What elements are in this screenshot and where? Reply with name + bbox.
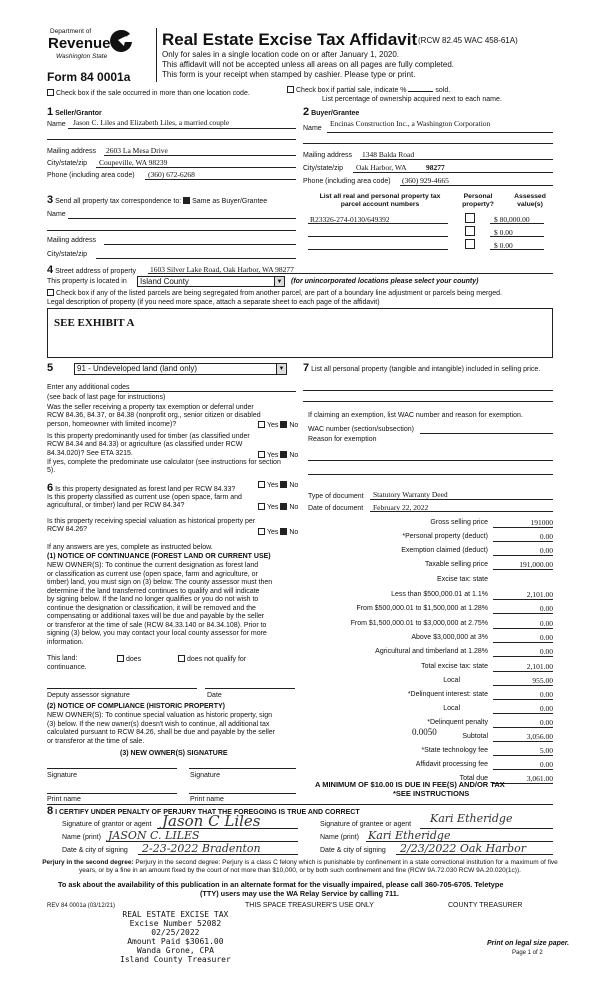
- codes-label: Enter any additional codes: [47, 384, 130, 391]
- sec6-q2: Is this property classified as current use (open space, farm and agricultural, or timber) land per RCW 84.34?: [47, 494, 242, 510]
- current-use-yes-no[interactable]: Yes No: [258, 503, 298, 512]
- tax-row-value[interactable]: 5.00: [493, 746, 553, 756]
- notice2-text: NEW OWNER(S): To continue special valuation as historic property, sign (3) below. If the new owner(s) doesn't wish to continue, all additional tax calculated pursuant to RCW 84.26, shall be due and payable by the seller or transferor at the time of sale.: [47, 712, 276, 745]
- dept-state: Washington State: [56, 53, 108, 60]
- perjury-text: Perjury in the second degree: Perjury in the second degree: Perjury is a class C felony which is punishable by confinement in a state correctional institution for a maximum of five years, or by a fine in an amount fixed by the court of not more than $10,000, or by both such confinement and fine (RCW 9A.72.030 RCW 9A.20.020(1c)).: [42, 859, 558, 874]
- legal-text: SEE EXHIBIT A: [54, 317, 135, 329]
- doc-type-label: Type of document: [308, 493, 364, 500]
- buyer-name-label: Name: [303, 125, 322, 132]
- treasurer-use: THIS SPACE TREASURER'S USE ONLY: [245, 902, 374, 909]
- dept-name: Revenue: [48, 35, 111, 52]
- tax-row-label: Above $3,000,000 at 3%: [411, 634, 488, 641]
- assessed-value[interactable]: $ 0.00: [494, 228, 513, 237]
- seller-phone[interactable]: (360) 672-6268: [148, 170, 195, 179]
- wac-label: WAC number (section/subsection): [308, 426, 414, 433]
- deputy-date-label: Date: [207, 692, 222, 699]
- timber-question: Is this property predominantly used for timber (as classified under RCW 84.34 and 84.33) or agriculture (as classified under RCW 84.34.020)? See ETA 3215.: [47, 433, 250, 457]
- forest-yes-no[interactable]: Yes No: [258, 481, 298, 490]
- yes-checkbox[interactable]: [258, 503, 265, 510]
- continuance-label: continuance.: [47, 664, 87, 671]
- legal-paper-note: Print on legal size paper.: [487, 940, 570, 947]
- buyer-phone[interactable]: (360) 929-4665: [402, 176, 449, 185]
- personal-col-header: Personal property?: [462, 193, 494, 209]
- yes-checkbox[interactable]: [258, 421, 265, 428]
- no-checkbox[interactable]: [280, 451, 287, 458]
- owner-print-label: Print name: [190, 796, 224, 803]
- property-street[interactable]: 1603 Silver Lake Road, Oak Harbor, WA 98277: [150, 265, 294, 274]
- notice1-heading: (1) NOTICE OF CONTINUANCE (FOREST LAND OR CURRENT USE): [47, 553, 271, 560]
- reason-label: Reason for exemption: [308, 436, 377, 443]
- checkbox[interactable]: [47, 289, 54, 296]
- chevron-down-icon[interactable]: ▼: [274, 277, 284, 286]
- tax-row-label: Exemption claimed (deduct): [401, 547, 488, 554]
- yes-checkbox[interactable]: [258, 451, 265, 458]
- tax-row-value[interactable]: 191,000.00: [493, 560, 553, 570]
- seller-phone-label: Phone (including area code): [47, 172, 135, 179]
- local-rate[interactable]: 0.0050: [412, 727, 437, 737]
- sec3-heading: 3 Send all property tax correspondence to: Same as Buyer/Grantee: [47, 194, 268, 206]
- tax-row-label: Total due: [459, 775, 488, 782]
- sec3-mailing-label: Mailing address: [47, 237, 97, 244]
- page-number: Page 1 of 2: [512, 950, 543, 956]
- grantee-name[interactable]: Kari Etheridge: [368, 829, 451, 842]
- seller-name-label: Name: [47, 121, 66, 128]
- checkbox[interactable]: [117, 655, 124, 662]
- assessed-value[interactable]: $ 0.00: [494, 241, 513, 250]
- seller-city-label: City/state/zip: [47, 160, 88, 167]
- tax-row-label: Affidavit processing fee: [415, 761, 488, 768]
- header-note2: This affidavit will not be accepted unless all areas on all pages are fully completed.: [162, 60, 455, 69]
- checkbox[interactable]: [178, 655, 185, 662]
- tax-row-label: Total excise tax: state: [421, 663, 488, 670]
- county-treasurer: COUNTY TREASURER: [448, 902, 523, 909]
- grantor-name-label: Name (print): [62, 834, 101, 841]
- no-checkbox[interactable]: [280, 503, 287, 510]
- minimum-note: A MINIMUM OF $10.00 IS DUE IN FEE(S) AND/OR TAX: [315, 780, 505, 789]
- located-note: (for unincorporated locations please select your county): [291, 278, 479, 285]
- county-select[interactable]: Island County ▼: [137, 276, 285, 287]
- doc-date[interactable]: February 22, 2022: [373, 503, 429, 512]
- tax-row-label: Excise tax: state: [437, 576, 488, 583]
- tax-row-label: Less than $500,000.01 at 1.1%: [391, 591, 488, 598]
- codes-note: (see back of last page for instructions): [47, 394, 166, 401]
- parcel-number[interactable]: R23326-274-0130/649392: [310, 215, 390, 224]
- timber-note: If yes, complete the predominate use calculator (see instructions for section 5).: [47, 459, 281, 475]
- notice3-heading: (3) NEW OWNER(S) SIGNATURE: [120, 750, 228, 757]
- checkbox[interactable]: [47, 89, 54, 96]
- no-checkbox[interactable]: [280, 481, 287, 488]
- personal-property-checkbox[interactable]: [465, 239, 475, 249]
- grantor-sig-label: Signature of grantor or agent: [62, 821, 152, 828]
- tax-row-value[interactable]: 191000: [493, 518, 553, 528]
- rcw-ref: (RCW 82.45 WAC 458-61A): [418, 36, 518, 45]
- tax-row-value[interactable]: 0.00: [493, 690, 553, 700]
- sec6-q1: 6 Is this property designated as forest land per RCW 84.33?: [47, 482, 236, 494]
- multi-location-label: Check box if the sale occurred in more than one location code.: [56, 90, 250, 97]
- tax-row-label: Local: [443, 705, 460, 712]
- seller-heading: 1 Seller/Grantor: [47, 106, 102, 118]
- rev-number: REV 84 0001a (03/12/21): [47, 903, 116, 909]
- partial-sale-label: Check box if partial sale, indicate %: [296, 87, 407, 94]
- buyer-city[interactable]: Oak Harbor, WA: [356, 163, 407, 172]
- tax-row-label: *State technology fee: [421, 747, 488, 754]
- tax-row-value[interactable]: 0.00: [493, 760, 553, 770]
- grantor-date-label: Date & city of signing: [62, 847, 128, 854]
- sec7-heading: 7 List all personal property (tangible and intangible) included in selling price.: [303, 362, 541, 374]
- timber-yes-no[interactable]: Yes No: [258, 451, 298, 460]
- grantee-name-label: Name (print): [320, 834, 359, 841]
- owner-signature-label: Signature: [190, 772, 220, 779]
- buyer-heading: 2 Buyer/Grantee: [303, 106, 360, 118]
- alt-format-text: To ask about the availability of this publication in an alternate format for the visually impaired, please call 360-705-6705. Teletype: [58, 880, 504, 889]
- tax-row-value[interactable]: 0.00: [493, 619, 553, 629]
- dor-logo: [40, 28, 120, 68]
- grantor-date[interactable]: 2-23-2022 Bradenton: [142, 842, 261, 855]
- tax-row-value[interactable]: 0.00: [493, 647, 553, 657]
- buyer-phone-label: Phone (including area code): [303, 178, 391, 185]
- buyer-mailing[interactable]: 1348 Balda Road: [362, 150, 415, 159]
- seller-name[interactable]: Jason C. Liles and Elizabeth Liles, a married couple: [73, 118, 230, 127]
- chevron-down-icon[interactable]: ▼: [276, 364, 286, 374]
- tax-row-value[interactable]: 3,061.00: [493, 774, 553, 784]
- tax-row-value[interactable]: 2,101.00: [493, 662, 553, 672]
- parcel-col-header: List all real and personal property tax parcel account numbers: [319, 193, 441, 209]
- tax-row-label: Local: [443, 677, 460, 684]
- tax-row-label: *Delinquent interest: state: [407, 691, 488, 698]
- this-land-label: This land:: [47, 655, 78, 662]
- tax-row-value[interactable]: 0.00: [493, 704, 553, 714]
- form-number: Form 84 0001a: [47, 70, 131, 84]
- notice2-heading: (2) NOTICE OF COMPLIANCE (HISTORIC PROPERTY): [47, 703, 225, 710]
- deputy-label: Deputy assessor signature: [47, 692, 130, 699]
- tax-row-value[interactable]: 0.00: [493, 718, 553, 728]
- no-checkbox[interactable]: [280, 421, 287, 428]
- notice1-text: NEW OWNER(S): To continue the current designation as forest land or classification as current use (open space, farm and agriculture, or timber) land, you must sign on (3) below. The county assessor must then determine if the land transferred continues to qualify and will indicate by signing below. If the land no longer qualifies or you do not wish to continue the designation or classification, it will be removed and the compensating or additional taxes will be due and payable by the seller or transferor at the time of sale (RCW 84.33.140 or 84.34.108). Prior to signing (3) below, you may contact your local county assessor for more information.: [47, 562, 273, 646]
- header-note1: Only for sales in a single location code on or after January 1, 2020.: [162, 50, 400, 59]
- seller-mailing-label: Mailing address: [47, 148, 97, 155]
- grantee-date[interactable]: 2/23/2022 Oak Harbor: [400, 842, 526, 855]
- doc-type[interactable]: Statutory Warranty Deed: [373, 490, 448, 499]
- list-pct-note: List percentage of ownership acquired next to each name.: [322, 96, 502, 103]
- tax-row-label: From $500,000.01 to $1,500,000 at 1.28%: [356, 605, 488, 612]
- yes-checkbox[interactable]: [258, 481, 265, 488]
- tax-row-label: *Delinquent penalty: [427, 719, 488, 726]
- tax-row-label: From $1,500,000.01 to $3,000,000 at 2.75%: [350, 620, 488, 627]
- tax-row-label: Subtotal: [462, 733, 488, 740]
- exemption-claim-label: If claiming an exemption, list WAC number and reason for exemption.: [308, 412, 523, 419]
- boundary-check[interactable]: Check box if any of the listed parcels are being segregated from another parcel, are part of a boundary line adjustment or parcels being merged.: [47, 289, 502, 298]
- assessed-value[interactable]: $ 80,000.00: [494, 215, 530, 224]
- does-check[interactable]: does: [117, 655, 141, 664]
- legal-label: Legal description of property (if you need more space, attach a separate sheet to each page of the affidavit): [47, 299, 380, 306]
- buyer-mailing-label: Mailing address: [303, 152, 353, 159]
- sec5-number: 5: [47, 362, 54, 374]
- tax-row-label: Taxable selling price: [424, 561, 488, 568]
- located-label: This property is located in: [47, 278, 127, 285]
- assessed-col-header: Assessed value(s): [514, 193, 546, 209]
- land-use-select[interactable]: 91 - Undeveloped land (land only) ▼: [74, 363, 287, 375]
- owner-print-label: Print name: [47, 796, 81, 803]
- grantor-signature[interactable]: Jason C Liles: [162, 812, 261, 830]
- see-instructions: *SEE INSTRUCTIONS: [393, 789, 470, 798]
- header-divider: [156, 28, 157, 82]
- exemption-question: Was the seller receiving a property tax exemption or deferral under RCW 84.36, 84.37, or 84.38 (nonprofit org., senior citizen or disabled person, homeowner with limited income)?: [47, 404, 261, 428]
- dept-line1: Department of: [50, 28, 92, 35]
- tax-row-label: *Personal property (deduct): [402, 533, 488, 540]
- personal-property-checkbox[interactable]: [465, 213, 475, 223]
- same-as-buyer-checkbox[interactable]: [183, 197, 190, 204]
- sec3-name-label: Name: [47, 211, 66, 218]
- alt-format-text2: (TTY) users may use the WA Relay Service by calling 711.: [200, 889, 399, 898]
- owner-signature-label: Signature: [47, 772, 77, 779]
- legal-description-box[interactable]: [47, 308, 553, 358]
- ifyes-note: If any answers are yes, complete as instructed below.: [47, 544, 213, 551]
- form-title: Real Estate Excise Tax Affidavit: [162, 30, 418, 49]
- tax-row-value[interactable]: 0.00: [493, 546, 553, 556]
- tax-row-value[interactable]: 0.00: [493, 532, 553, 542]
- seller-mailing[interactable]: 2603 La Mesa Drive: [106, 146, 168, 155]
- sec8-heading: 8 I CERTIFY UNDER PENALTY OF PERJURY THAT THE FOREGOING IS TRUE AND CORRECT: [47, 805, 360, 817]
- treasurer-stamp: REAL ESTATE EXCISE TAX Excise Number 52082 02/25/2022 Amount Paid $3061.00 Wanda Grone, CPA Island County Treasurer: [120, 910, 231, 964]
- doc-date-label: Date of document: [308, 505, 364, 512]
- does-not-check[interactable]: does not qualify for: [178, 655, 246, 664]
- sec4-street: 4 Street address of property: [47, 264, 137, 276]
- sec3-city-label: City/state/zip: [47, 251, 88, 258]
- wa-logo-icon: [110, 28, 134, 54]
- tax-row-value[interactable]: 2,101.00: [493, 590, 553, 600]
- multi-location-check[interactable]: [47, 89, 250, 98]
- tax-row-value[interactable]: 955.00: [493, 676, 553, 686]
- tax-row-value[interactable]: 0.00: [493, 633, 553, 643]
- buyer-city-label: City/state/zip: [303, 165, 344, 172]
- seller-city[interactable]: Coupeville, WA 98239: [99, 158, 168, 167]
- grantor-name[interactable]: JASON C. LILES: [108, 829, 200, 842]
- sec6-q3: Is this property receiving special valuation as historical property per RCW 84.26?: [47, 518, 256, 534]
- buyer-name[interactable]: Encinas Construction Inc., a Washington Corporation: [330, 119, 491, 128]
- partial-sale-check[interactable]: [287, 86, 450, 95]
- grantee-sig-label: Signature of grantee or agent: [320, 821, 412, 828]
- buyer-zip[interactable]: 98277: [426, 163, 445, 172]
- grantee-signature[interactable]: Kari Etheridge: [430, 812, 513, 825]
- personal-property-checkbox[interactable]: [465, 226, 475, 236]
- grantee-date-label: Date & city of signing: [320, 847, 386, 854]
- tax-row-label: Gross selling price: [430, 519, 488, 526]
- header-note3: This form is your receipt when stamped by cashier. Please type or print.: [162, 70, 416, 79]
- historic-yes-no[interactable]: Yes No: [258, 528, 298, 537]
- sold-label: sold.: [435, 87, 451, 94]
- tax-row-label: Agricultural and timberland at 1.28%: [375, 648, 488, 655]
- exemption-yes-no[interactable]: Yes No: [258, 421, 298, 430]
- checkbox[interactable]: [287, 86, 294, 93]
- tax-row-value[interactable]: 3,056.00: [493, 732, 553, 742]
- tax-row-value[interactable]: 0.00: [493, 604, 553, 614]
